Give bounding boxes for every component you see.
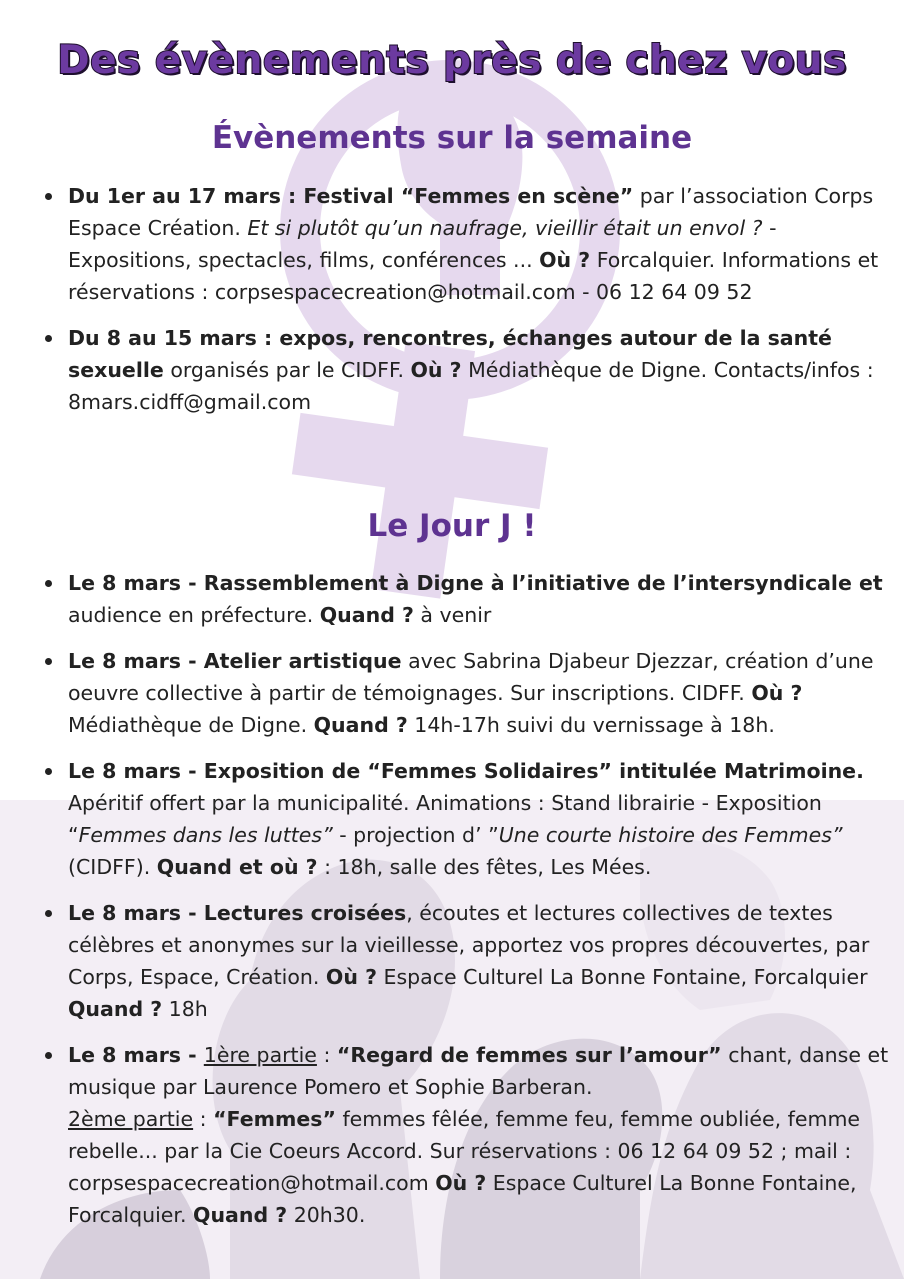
list-item: Le 8 mars - Rassemblement à Digne à l’initiative de l’intersyndicale et audience en préfecture. Quand ? à venir <box>40 567 900 631</box>
list-item: Le 8 mars - Exposition de “Femmes Solidaires” intitulée Matrimoine. Apéritif offert par la municipalité. Animations : Stand librairie - Exposition “Femmes dans les luttes” - projection d’ ”Une courte histoire des Femmes” (CIDFF). Quand et où ? : 18h, salle des fêtes, Les Mées. <box>40 755 900 883</box>
page-title: Des évènements près de chez vous <box>57 38 847 83</box>
list-item: Le 8 mars - Atelier artistique avec Sabrina Djabeur Djezzar, création d’une oeuvre collective à partir de témoignages. Sur inscriptions. CIDFF. Où ? Médiathèque de Digne. Quand ? 14h-17h suivi du vernissage à 18h. <box>40 645 900 741</box>
list-item: Du 1er au 17 mars : Festival “Femmes en scène” par l’association Corps Espace Création. Et si plutôt qu’un naufrage, vieillir était un envol ? - Expositions, spectacles, films, conférences ... Où ? Forcalquier. Informations et réservations : corpsespacecreation@hotmail.com - 06 12 64 09 52 <box>40 180 900 308</box>
list-item: Le 8 mars - Lectures croisées, écoutes et lectures collectives de textes célèbres et anonymes sur la vieillesse, apportez vos propres découvertes, par Corps, Espace, Création. Où ? Espace Culturel La Bonne Fontaine, Forcalquier Quand ? 18h <box>40 897 900 1025</box>
section-heading-week: Évènements sur la semaine <box>211 120 693 156</box>
day-events-list <box>40 567 900 1245</box>
list-item: Le 8 mars - 1ère partie : “Regard de femmes sur l’amour” chant, danse et musique par Laurence Pomero et Sophie Barberan. 2ème partie : “Femmes” femmes fêlée, femme feu, femme oubliée, femme rebelle... par la Cie Coeurs Accord. Sur réservations : 06 12 64 09 52 ; mail : corpsespacecreation@hotmail.com Où ? Espace Culturel La Bonne Fontaine, Forcalquier. Quand ? 20h30. <box>40 1039 900 1231</box>
list-item: Du 8 au 15 mars : expos, rencontres, échanges autour de la santé sexuelle organisés par le CIDFF. Où ? Médiathèque de Digne. Contacts/infos : 8mars.cidff@gmail.com <box>40 322 900 418</box>
week-events-list <box>40 180 900 432</box>
section-heading-day: Le Jour J ! <box>367 508 537 544</box>
